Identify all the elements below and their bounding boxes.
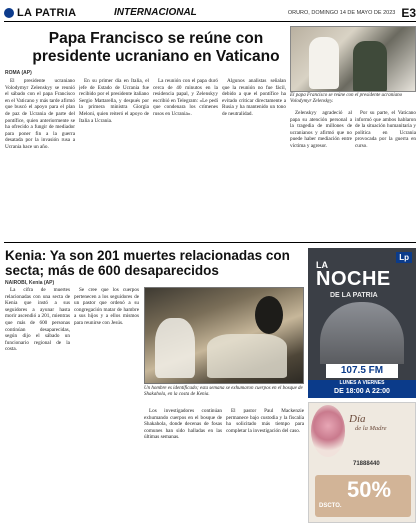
- kenia-text-4: El pastor Paul Mackenzie permanece bajo custodia y la fiscalía ha solicitado más tiempo para completar la investigación del caso.: [226, 408, 304, 434]
- newspaper-logo: [4, 7, 114, 19]
- section-name: INTERNACIONAL: [114, 7, 197, 18]
- photo-figure-pope: [309, 37, 339, 89]
- ad-radio-line1: LA: [316, 260, 328, 270]
- masthead: [4, 4, 416, 22]
- kenia-column-3: [144, 408, 222, 523]
- byline-kenia: NAIROBI, Kenia (AP): [5, 280, 55, 286]
- vatican-text-6: Por su parte, el Vaticano informó que ambos hablaron de la situación humanitaria y política en Ucrania provocada por la guerra en curso.: [355, 110, 416, 149]
- ad-radio-brand: Lp: [396, 252, 412, 263]
- ad-flower-image: [311, 405, 345, 457]
- ad-radio-schedule: [308, 380, 416, 398]
- ad-radio-frequency: 107.5 FM: [326, 364, 398, 378]
- ad-radio-line2: NOCHE: [316, 268, 391, 290]
- vatican-column-1: [5, 78, 75, 240]
- page-code: E3: [401, 5, 416, 20]
- kenia-text-2: Se cree que los cuerpos pertenecen a los seguidores de un pastor que ordenó a su congregación matar de hambre a sus hijos y a ellos mismos para reunirse con Jesús.: [74, 287, 139, 326]
- ad-radio-hours: DE 18:00 A 22:00: [334, 388, 390, 395]
- section-divider: [4, 242, 416, 243]
- ad-radio-days: LUNES A VIERNES: [339, 380, 385, 386]
- byline-vatican: ROMA (AP): [5, 70, 32, 76]
- kenia-text-1: La cifra de muertes relacionadas con una secta de Kenia que instó a sus seguidores a ayunar hasta morir ascendió a 201, mientras que más de 600 personas continúan desaparecidas, según dijo el sábado un funcionario regional de la costa.: [5, 287, 70, 353]
- caption-pope: El papa Francisco se reúne con el presidente ucraniano Volodymyr Zelenskyy.: [290, 93, 403, 104]
- ad-mama-phone: 71888440: [353, 461, 380, 467]
- vatican-text-3: La reunión con el papa duró cerca de 40 minutos en la residencia papal, y Zelenskyy escribió en Telegram: «Le pedí que condenara los crímenes rusos en Ucrania».: [153, 78, 218, 117]
- kenia-column-2: [74, 287, 139, 523]
- vatican-text-2: En su primer día en Italia, el jefe de Estado de Ucrania fue recibido por el presidente italiano Sergio Mattarella, y después por la primera ministra Giorgia Meloni, quien reiteró el apoyo de Italia a Ucrania.: [79, 78, 149, 124]
- kenia-column-1: [5, 287, 70, 523]
- photo-figure-1: [155, 318, 195, 378]
- vatican-column-4: [222, 78, 286, 240]
- photo-figure-2: [207, 334, 287, 378]
- ad-dia-de-la-madre[interactable]: [308, 402, 416, 523]
- photo-figure-3: [255, 296, 283, 334]
- kenia-text-3: Los investigadores continúan exhumando cuerpos en el bosque de Shakahola, donde decenas de fosas comunes han sido halladas en las últimas semanas.: [144, 408, 222, 441]
- vatican-text-5: Zelenskyy agradeció al papa su atención personal a la tragedia de millones de ucranianos y afirmó que no puede haber mediación entre víctima y agresor.: [290, 110, 352, 149]
- vatican-column-6: [355, 110, 416, 240]
- kenia-column-4: [226, 408, 304, 523]
- photo-pope-zelenskyy: [290, 26, 416, 92]
- vatican-column-3: [153, 78, 218, 240]
- vatican-text-1: El presidente ucraniano Volodymyr Zelenskyy se reunió el sábado con el papa Francisco en el Vaticano y más tarde afirmó que buscó el apoyo para el plan de paz de Ucrania de parte del pontífice, quien anteriormente se ha ofrecido a fungir de mediador para poner fin a la guerra desatada por la invasión rusa a Ucrania hace un año.: [5, 78, 75, 150]
- caption-kenia: Un hombre es identificado; esta semana se exhumaron cuerpos en el bosque de Shakahola, en la costa de Kenia.: [144, 386, 303, 398]
- headline-kenia: Kenia: Ya son 201 muertes relacionadas con secta; más de 600 desaparecidos: [5, 248, 290, 278]
- vatican-column-5: [290, 110, 352, 240]
- ad-mama-dscto: DSCTO.: [319, 503, 342, 509]
- ad-radio-line3: DE LA PATRIA: [330, 292, 378, 299]
- ad-mama-madre: de la Madre: [355, 425, 387, 432]
- dateline: ORURO, DOMINGO 14 DE MAYO DE 2023: [287, 9, 396, 16]
- vatican-text-4: Algunos analistas señalan que la reunión no fue fácil, debido a que el pontífice ha evitado criticar directamente a Rusia y ha mantenido un tono de neutralidad.: [222, 78, 286, 117]
- vatican-column-2: [79, 78, 149, 240]
- photo-kenia-exhumation: [144, 287, 304, 384]
- photo-figure-zelenskyy: [353, 41, 387, 92]
- ad-la-noche-de-la-patria[interactable]: [308, 248, 416, 398]
- ad-mama-percent: 50%: [347, 477, 392, 502]
- ad-radio-host-photo: [320, 302, 404, 364]
- headline-vatican: Papa Francisco se reúne con presidente ucraniano en Vaticano: [32, 30, 280, 65]
- logo-emblem-icon: [4, 8, 14, 18]
- ad-mama-dia: Día: [349, 413, 366, 425]
- logo-text: LA PATRIA: [17, 6, 77, 19]
